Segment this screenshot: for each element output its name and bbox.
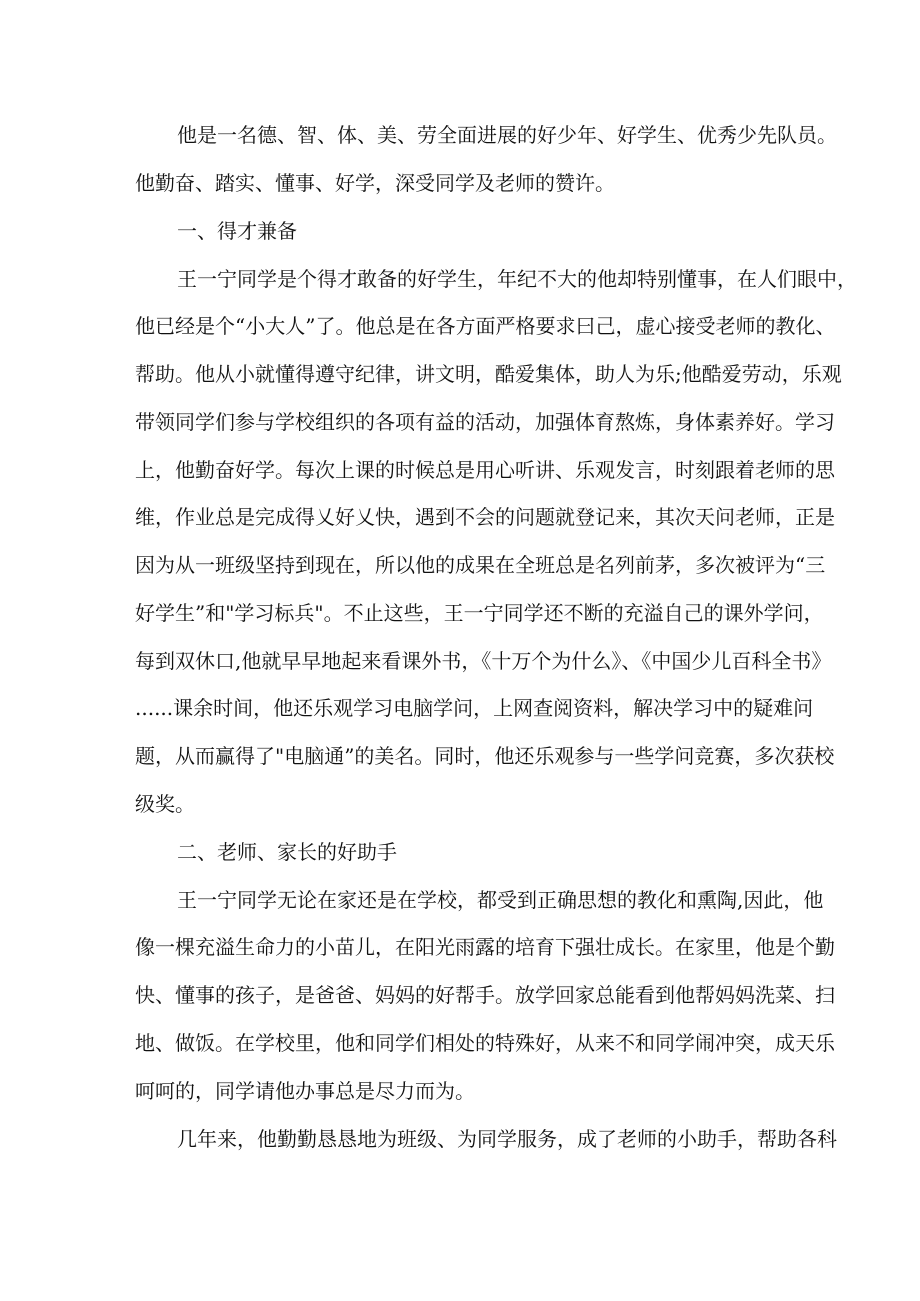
paragraph-line: 级奖。 (135, 792, 195, 816)
paragraph-line: ......课余时间，他还乐观学习电脑学问，上网查阅资料，解决学习中的疑难问 (135, 696, 814, 720)
paragraph-line: 好学生”和"学习标兵"。不止这些，王一宁同学还不断的充溢自己的课外学问， (135, 601, 824, 625)
paragraph-line: 王一宁同学是个得才敢备的好学生，年纪不大的他却特别懂事，在人们眼中， (177, 267, 857, 291)
section-heading: 二、老师、家长的好助手 (177, 840, 397, 864)
paragraph-line: 像一棵充溢生命力的小苗儿，在阳光雨露的培育下强壮成长。在家里，他是个勤 (135, 935, 835, 959)
paragraph-line: 题，从而赢得了"电脑通”的美名。同时，他还乐观参与一些学问竞赛，多次获校 (135, 744, 835, 768)
paragraph-line: 呵呵的，同学请他办事总是尽力而为。 (135, 1079, 475, 1103)
paragraph-line: 因为从一班级坚持到现在，所以他的成果在全班总是名列前茅，多次被评为“三 (135, 553, 826, 577)
paragraph-line: 带领同学们参与学校组织的各项有益的活动，加强体育熬炼，身体素养好。学习 (135, 410, 835, 434)
paragraph-line: 每到双休口,他就早早地起来看课外书，《十万个为什么》、《中国少儿百科全书》 (135, 649, 832, 673)
paragraph-line: 维，作业总是完成得乂好乂快，遇到不会的问题就登记来，其次天问老师，正是 (135, 505, 835, 529)
paragraph-line: 他已经是个“小大人”了。他总是在各方面严格要求曰己，虚心接受老师的教化、 (135, 314, 836, 338)
paragraph-line: 地、做饭。在学校里，他和同学们相处的特殊好，从来不和同学闹冲突，成天乐 (135, 1031, 835, 1055)
paragraph-line: 快、懂事的孩子，是爸爸、妈妈的好帮手。放学回家总能看到他帮妈妈洗菜、扫 (135, 983, 835, 1007)
paragraph-line: 上，他勤奋好学。每次上课的时候总是用心听讲、乐观发言，时刻跟着老师的思 (135, 458, 835, 482)
paragraph-line: 几年来，他勤勤恳恳地为班级、为同学服务，成了老师的小助手，帮助各科 (177, 1127, 837, 1151)
paragraph-line: 他是一名德、智、体、美、劳全面进展的好少年、好学生、优秀少先队员。 (177, 123, 837, 147)
paragraph-line: 帮助。他从小就懂得遵守纪律，讲文明，酷爱集体，助人为乐;他酷爱劳动，乐观 (135, 362, 842, 386)
paragraph-line: 他勤奋、踏实、懂事、好学，深受同学及老师的赞许。 (135, 171, 615, 195)
paragraph-line: 王一宁同学无论在家还是在学校，都受到正确思想的教化和熏陶,因此，他 (177, 888, 824, 912)
section-heading: 一、得才兼备 (177, 219, 297, 243)
